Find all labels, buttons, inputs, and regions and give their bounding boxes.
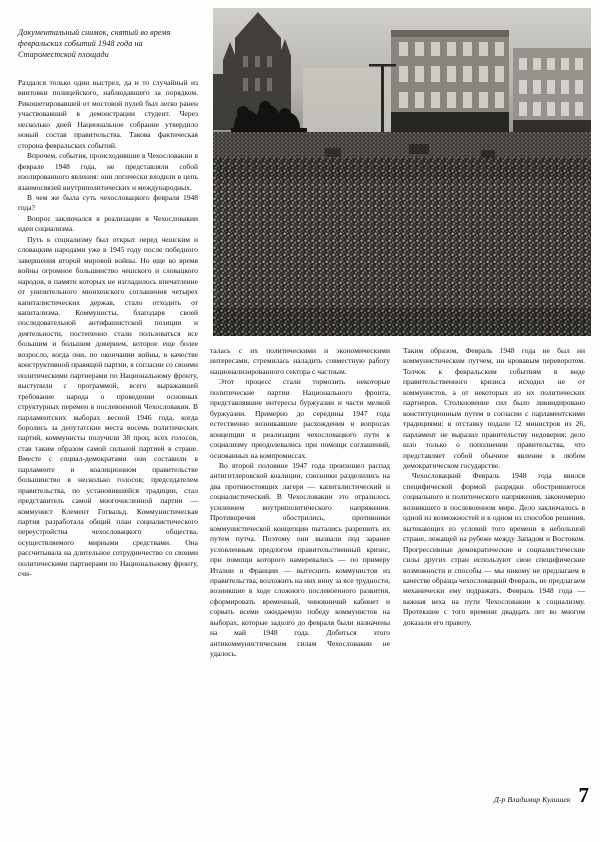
crowd-photograph bbox=[213, 8, 591, 336]
paragraph: В чем же была суть чехословацкого февраля 1948 года? bbox=[18, 192, 198, 213]
paragraph: Таким образом, Февраль 1948 года не был ни коммунистическим путчем, ни кровавым переворотом. Толчок к февральским событиям в виде правительственного кризиса исходил не от коммунистов, а от некоторых из их политических партнеров. Столкновение сил было ликвидировано конституционным путем в согласии с парламентскими традициями: в отставку подали 12 министров из 26, парламент не выразил правительству недоверия; дело шло только о пополнении правительства, что представляет собой обычное явление в любом демократическом государстве. bbox=[403, 346, 585, 470]
body-column-2 bbox=[210, 346, 390, 660]
paragraph: Этот процесс стали тормозить некоторые политические партии Национального фронта, представлявшие интересы буржуазии и части мелкой буржуазии. Примерно до середины 1947 года естественно возникавшие расхождения в вопросах концепции и реализации чехословацкого пути к социализму преодолевались при помощи соглашений, основанных на компромиссах. bbox=[210, 377, 390, 460]
paragraph: Вопрос заключался в реализации в Чехословакии идеи социализма. bbox=[18, 213, 198, 234]
paragraph: Путь к социализму был открыт перед чешским и словацким народами уже в 1945 году после победного завершения второй мировой войны. Но еще во время войны огромное большинство чешского и словацкого народов, в памяти которых не изгладилось впечатление от унизительного мюнхенского соглашения четырех капиталистических держав, стало отходить от капитализма. Коммунисты, благодаря своей последовательной антифашистской позиции и деятельности, постепенно стали пользоваться все большим и большим доверием, которое еще более возросло, когда они, по окончании войны, в качестве конструктивной правящей партии, в согласии со своими политическими партнерами по Национальному фронту, выступили с программой, всего выражавшей требование народа о проведении основных структурных перемен в послевоенной Чехословакии. В парламентских выборах весной 1946 года, когда боролись за депутатские места восемь политических партий, коммунисты получили 38 проц. всех голосов, став таким образом самой сильной партией в стране. Вместе с социал-демократами они составили в парламенте и коалиционном правительстве большинство в несколько голосов; председателем правительства, по установившейся традиции, стал представитель самой многочисленной партии — коммунист Клемент Готвальд. Коммунистическая партия разработала общий план социалистического переустройства чехословацкого общества, осуществляемого мирными средствами. Она рассчитывала на длительное сотрудничество со своими политическими партнерами по Национальному фронту, счи- bbox=[18, 234, 198, 579]
paragraph: талась с их политическими и экономическими интересами, стремилась наладить совместную работу национализированного сектора с частным. bbox=[210, 346, 390, 376]
paragraph: Во второй половине 1947 года произошел распад антигитлеровской коалиции, союзники разделились на два противостоящих лагеря — капиталистический и социалистический. В Чехословакии это отразилось усилением внутриполитического напряжения. Противоречия обострились, противники коммунистической концепции пытались разрешить их путем путча. Поэтому они вызвали под заранее условленным предлогом правительственный кризис, при помощи которого намеревались — по примеру Италии и Франции — вытеснить коммунистов из правительства, возложить на них вину за все трудности, возникшие в ходе сложного послевоенного развития, сформировать временный, чиновничий кабинет и сорвать всеми ожидаемую победу коммунистов на выборах, которые задолго до февраля были назначены на май 1948 года. Добиться этого антикоммунистическим силам Чехословакии не удалось. bbox=[210, 460, 390, 659]
paragraph: Впрочем, события, происходившие в Чехословакии в феврале 1948 года, не представляли собой изолированного явления: они логически входили в цепь взаимосвязей внутриполитических и международных. bbox=[18, 151, 198, 192]
paragraph: Раздался только один выстрел, да и то случайный из винтовки полицейского, наблюдавшего за порядком. Рикошетировавшей от мостовой пулей был легко ранен участвовавший в демонстрации студент. Через несколько дней Национальное собрание утвердило новый состав правительства. Такова фактическая сторона февральских событий. bbox=[18, 78, 198, 150]
byline-row bbox=[403, 783, 589, 807]
crowd-photograph-image bbox=[213, 8, 591, 336]
paragraph: Чехословацкий Февраль 1948 года явился специфической формой разрядки обострившегося социального и политического напряжения, закономерно возникшего в послевоенном мире. Дело заключалось в одной из возможностей и в одном из способов решения, вытекающих из условий того времени в небольшой стране, лежащей на рубеже между Западом и Востоком. Прогрессивные демократические и социалистические силы других стран используют свои специфические возможности и способы — мы никому не предлагаем в качестве образца чехословацкий Февраль, не предлагаем механически ему подражать. Февраль 1948 года — важная веха на пути Чехословакии к социализму. Протекшие с того времени двадцать лет во многом доказали его правоту. bbox=[403, 471, 585, 627]
author-byline: Д-р Владимир Кулишек bbox=[493, 795, 571, 804]
page-number: 7 bbox=[578, 783, 589, 807]
photo-caption: Документальный снимок, снятый во время февральских событий 1948 года на Староместской площади bbox=[18, 28, 171, 59]
body-column-1 bbox=[18, 78, 198, 580]
body-column-3 bbox=[403, 346, 585, 628]
